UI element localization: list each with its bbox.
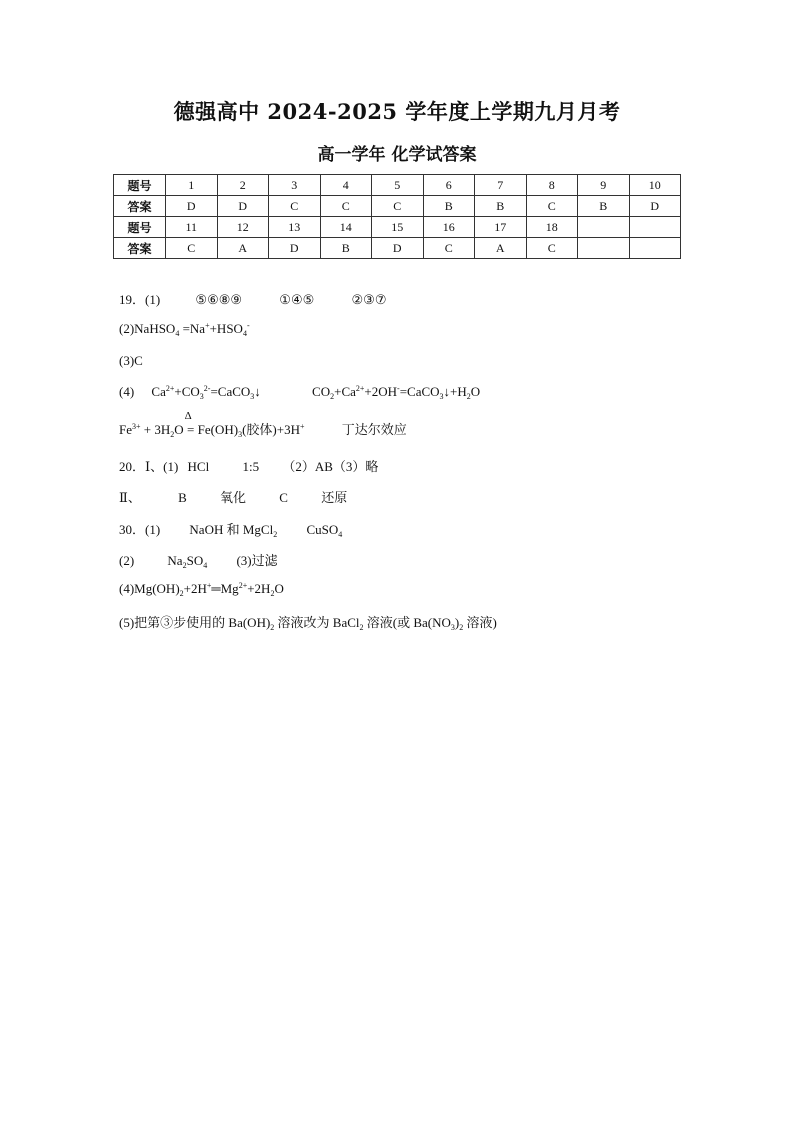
formula-sub: 2 bbox=[270, 589, 275, 598]
answer-label: (2) bbox=[119, 553, 135, 568]
table-cell bbox=[629, 238, 681, 259]
answer-value: 还原 bbox=[321, 490, 348, 505]
question-number-label: 题号 bbox=[114, 175, 166, 196]
formula-text: +HSO bbox=[209, 321, 243, 336]
answer-20-1 bbox=[119, 456, 378, 475]
table-cell: C bbox=[423, 238, 475, 259]
table-cell: C bbox=[269, 196, 321, 217]
table-cell: 11 bbox=[166, 217, 218, 238]
formula-sub: 2 bbox=[179, 589, 184, 598]
table-cell: B bbox=[475, 196, 527, 217]
table-row bbox=[114, 238, 681, 259]
formula-text: Ca bbox=[151, 384, 166, 399]
formula-text: Na bbox=[167, 553, 183, 568]
formula-text: Fe bbox=[119, 422, 132, 437]
formula-sup: + bbox=[299, 422, 305, 431]
formula-text: Fe(OH) bbox=[197, 422, 239, 437]
formula-text: ↓+H bbox=[443, 384, 467, 399]
formula-sub: 2 bbox=[359, 623, 364, 632]
answer-value: 1:5 bbox=[242, 459, 260, 474]
table-cell: 2 bbox=[217, 175, 269, 196]
formula-text: 溶液) bbox=[463, 615, 497, 630]
table-cell: 13 bbox=[269, 217, 321, 238]
formula-text: (2)NaHSO bbox=[119, 321, 176, 336]
formula-sup: 2+ bbox=[238, 581, 248, 590]
answer-value: 氧化 bbox=[220, 490, 247, 505]
answer-19-5 bbox=[119, 410, 407, 439]
formula-text: SO bbox=[186, 553, 204, 568]
question-number-label: 题号 bbox=[114, 217, 166, 238]
table-cell: A bbox=[475, 238, 527, 259]
formula-text: CO bbox=[312, 384, 331, 399]
formula-sub: 4 bbox=[242, 329, 247, 338]
table-cell: 8 bbox=[526, 175, 578, 196]
answer-value: （2）AB（3）略 bbox=[282, 459, 379, 474]
table-cell: B bbox=[423, 196, 475, 217]
formula-sub: 2 bbox=[330, 392, 335, 401]
formula-sub: 2 bbox=[273, 530, 278, 539]
formula-sub: 2 bbox=[170, 430, 175, 439]
answer-label: 答案 bbox=[114, 238, 166, 259]
table-cell: 5 bbox=[372, 175, 424, 196]
answer-value: ②③⑦ bbox=[351, 292, 387, 307]
table-cell: 7 bbox=[475, 175, 527, 196]
delta-icon: Δ bbox=[184, 410, 192, 422]
formula-sup: - bbox=[246, 321, 250, 330]
table-cell: D bbox=[629, 196, 681, 217]
formula-sup: - bbox=[397, 384, 400, 393]
page-title: 德强高中 2024-2025 学年度上学期九月月考 bbox=[173, 99, 621, 124]
formula-text: =CaCO bbox=[399, 384, 440, 399]
table-cell: D bbox=[372, 238, 424, 259]
answer-30-4 bbox=[119, 581, 284, 598]
table-cell: 9 bbox=[578, 175, 630, 196]
table-cell: 4 bbox=[320, 175, 372, 196]
answer-label: 30．(1) bbox=[119, 522, 161, 537]
answer-30-1 bbox=[119, 519, 342, 539]
equation-1 bbox=[151, 384, 260, 401]
answer-value bbox=[189, 519, 277, 539]
formula-text: =CaCO bbox=[210, 384, 251, 399]
formula-sup: 2+ bbox=[165, 384, 175, 393]
table-cell: C bbox=[372, 196, 424, 217]
answer-value: (3)过滤 bbox=[236, 553, 278, 568]
formula-text: O bbox=[470, 384, 481, 399]
formula-text: ═Mg bbox=[211, 581, 239, 596]
table-cell bbox=[578, 217, 630, 238]
table-row bbox=[114, 175, 681, 196]
formula-sup: 3+ bbox=[132, 422, 141, 431]
formula-text: +2H bbox=[183, 581, 207, 596]
table-cell: A bbox=[217, 238, 269, 259]
formula-text: 溶液改为 BaCl bbox=[274, 615, 360, 630]
equation-2 bbox=[312, 384, 480, 401]
formula-text: (4)Mg(OH) bbox=[119, 581, 180, 596]
formula-text: 溶液(或 Ba(NO bbox=[363, 615, 451, 630]
table-cell: C bbox=[526, 196, 578, 217]
formula-text: ) bbox=[454, 615, 460, 630]
formula-sub: 3 bbox=[450, 623, 455, 632]
table-cell: 16 bbox=[423, 217, 475, 238]
answer-value: C bbox=[279, 490, 288, 505]
table-cell: D bbox=[269, 238, 321, 259]
formula-text: +CO bbox=[174, 384, 200, 399]
table-cell: B bbox=[320, 238, 372, 259]
down-arrow: ↓ bbox=[254, 384, 261, 399]
table-cell bbox=[578, 238, 630, 259]
table-cell: 6 bbox=[423, 175, 475, 196]
formula-sub: 4 bbox=[203, 561, 208, 570]
formula-text: (胶体)+3H bbox=[242, 422, 300, 437]
formula-text: (5)把第③步使用的 Ba(OH) bbox=[119, 615, 271, 630]
formula-text: +Ca bbox=[334, 384, 356, 399]
formula-sup: 2+ bbox=[355, 384, 365, 393]
answer-20-2 bbox=[119, 487, 347, 506]
answer-value bbox=[306, 522, 342, 539]
table-cell: D bbox=[166, 196, 218, 217]
formula-sub: 4 bbox=[175, 329, 180, 338]
formula-text: O bbox=[274, 581, 284, 596]
table-cell: 1 bbox=[166, 175, 218, 196]
answer-30-2 bbox=[119, 550, 278, 570]
table-cell: 18 bbox=[526, 217, 578, 238]
table-cell bbox=[629, 217, 681, 238]
table-cell: C bbox=[526, 238, 578, 259]
formula-sub: 3 bbox=[238, 430, 243, 439]
table-cell: B bbox=[578, 196, 630, 217]
table-cell: 3 bbox=[269, 175, 321, 196]
answer-value: HCl bbox=[187, 459, 210, 474]
formula-text: = bbox=[186, 422, 195, 437]
formula-text: CuSO bbox=[306, 522, 339, 537]
formula-text: O bbox=[174, 422, 184, 437]
formula-sub: 2 bbox=[182, 561, 187, 570]
formula-text: + 3H bbox=[140, 422, 171, 437]
answer-30-5 bbox=[119, 612, 497, 632]
answer-value: 丁达尔效应 bbox=[341, 422, 407, 437]
answer-label: 答案 bbox=[114, 196, 166, 217]
table-cell: C bbox=[320, 196, 372, 217]
formula-sub: 3 bbox=[439, 392, 444, 401]
answer-19-3: (3)C bbox=[119, 353, 143, 368]
formula-sup: 2- bbox=[203, 384, 211, 393]
formula-sub: 2 bbox=[466, 392, 471, 401]
formula-text: +2OH bbox=[364, 384, 398, 399]
formula-text: =Na bbox=[179, 321, 206, 336]
formula-sub: 2 bbox=[459, 623, 464, 632]
formula-text: +2H bbox=[247, 581, 271, 596]
answer-value: ①④⑤ bbox=[279, 292, 315, 307]
formula-sub: 4 bbox=[338, 530, 343, 539]
answer-value: ⑤⑥⑧⑨ bbox=[195, 292, 243, 307]
table-cell: C bbox=[166, 238, 218, 259]
formula-text: NaOH 和 MgCl bbox=[189, 522, 274, 537]
table-row bbox=[114, 196, 681, 217]
formula-sup: + bbox=[206, 581, 212, 590]
answer-value: B bbox=[178, 490, 187, 505]
answer-19-2 bbox=[119, 321, 250, 338]
table-cell: D bbox=[217, 196, 269, 217]
table-cell: 14 bbox=[320, 217, 372, 238]
table-row bbox=[114, 217, 681, 238]
formula-sub: 3 bbox=[199, 392, 204, 401]
heating-condition bbox=[184, 410, 198, 438]
answer-19-4 bbox=[119, 384, 480, 401]
formula-sub: 2 bbox=[270, 623, 275, 632]
answer-19-1 bbox=[119, 289, 386, 308]
table-cell: 15 bbox=[372, 217, 424, 238]
table-cell: 12 bbox=[217, 217, 269, 238]
answer-label: (4) bbox=[119, 384, 135, 399]
table-cell: 17 bbox=[475, 217, 527, 238]
answer-label: 20．Ⅰ、(1) bbox=[119, 459, 179, 474]
answer-value bbox=[167, 553, 207, 570]
answer-table bbox=[113, 174, 681, 259]
formula-sub: 3 bbox=[250, 392, 255, 401]
answer-label: Ⅱ、 bbox=[119, 490, 141, 505]
page-subtitle: 高一学年 化学试答案 bbox=[317, 145, 477, 165]
answer-label: 19．(1) bbox=[119, 292, 161, 307]
table-cell: 10 bbox=[629, 175, 681, 196]
formula-sup: + bbox=[205, 321, 210, 330]
